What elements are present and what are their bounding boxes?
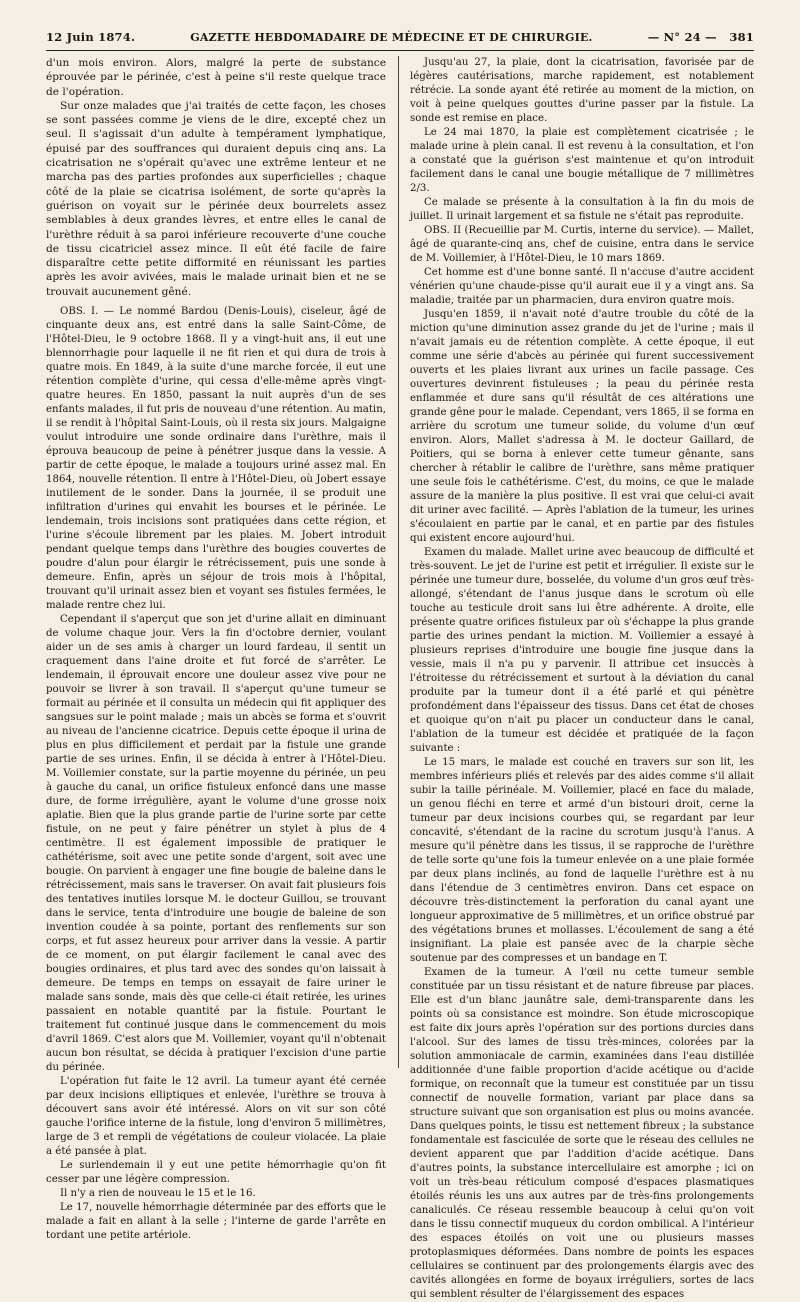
header-date: 12 Juin 1874. — [46, 30, 136, 44]
left-column — [46, 56, 386, 1242]
right-column — [410, 56, 754, 1300]
column-divider — [398, 56, 399, 1068]
issue-number: — N° 24 — — [647, 30, 717, 44]
page-number: 381 — [729, 30, 754, 44]
right-paragraph-2: Le 24 mai 1870, la plaie est complètement cicatrisée ; le malade urine à plein canal. Il est revenu à la consultation, et l'on a constaté que la guérison s'est maintenue et qu'on introduit facilement dans le canal une bougie métallique de 7 millimètres 2/3. — [410, 127, 754, 194]
header-rule — [46, 50, 754, 51]
page-header — [46, 30, 754, 48]
header-issue — [648, 30, 754, 44]
right-paragraph-1: Jusqu'au 27, la plaie, dont la cicatrisation, favorisée par de légères cautérisations, marche rapidement, est notablement rétrécie. La sonde ayant été retirée au moment de la miction, on voit à peine quelques gouttes d'urine passer par la fistule. La sonde est remise en place. — [410, 57, 754, 124]
left-paragraph-7: Le 17, nouvelle hémorrhagie déterminée par des efforts que le malade a fait en allant à la selle ; l'interne de garde l'arrête en tordant une petite artériole. — [46, 1202, 386, 1242]
left-paragraph-6: Il n'y a rien de nouveau le 15 et le 16. — [60, 1188, 256, 1200]
observation-2: OBS. II (Recueillie par M. Curtis, interne du service). — Mallet, âgé de quarante-cinq ans, chef de cuisine, entra dans le service de M. Voillemier, à l'Hôtel-Dieu, le 10 mars 1869. — [410, 225, 754, 264]
left-paragraph-5: Le surlendemain il y eut une petite hémorrhagie qu'on fit cesser par une légère compression. — [46, 1160, 386, 1186]
right-paragraph-6: Le 15 mars, le malade est couché en travers sur son lit, les membres inférieurs pliés et relevés par des aides comme s'il allait subir la taille périnéale. M. Voillemier, placé en face du malade, un genou fléchi en terre et armé d'un bistouri droit, cerne la tumeur par deux incisions courbes qui, se regardant par leur concavité, s'étendant de la racine du scrotum jusqu'à l'anus. A mesure qu'il pénètre dans les tissus, il se rapproche de l'urèthre de telle sorte qu'une fois la tumeur enlevée on a une plaie formée par deux plans inclinés, au fond de laquelle l'urèthre est à nu dans l'étendue de 3 centimètres environ. Dans cet espace on découvre très-distinctement la perforation du canal ayant une longueur approximative de 5 millimètres, et un orifice obstrué par des végétations brunes et mollasses. L'écoulement de sang a été insignifiant. La plaie est pansée avec de la charpie sèche soutenue par des compresses et un bandage en T. — [410, 757, 754, 964]
right-paragraph-5: Jusqu'en 1859, il n'avait noté d'autre trouble du côté de la miction qu'une diminution assez grande du jet de l'urine ; mais il n'avait jamais eu de rétention complète. A cette époque, il eut comme une série d'abcès au périnée qui furent successivement ouverts et les plaies livrant aux urines un facile passage. Ces ouvertures devinrent fistuleuses ; la peau du périnée resta enflammée et dure sans qu'il résultât de ces altérations une grande gêne pour le malade. Cependant, vers 1865, il se forma en arrière du scrotum une tumeur solide, du volume d'un œuf environ. Alors, Mallet s'adressa à M. le docteur Gaillard, de Poitiers, qui se borna à enlever cette tumeur gênante, sans chercher à rétablir le calibre de l'urèthre, sans même pratiquer une seule fois le cathétérisme. C'est, du moins, ce que le malade assure de la manière la plus positive. Il est vrai que celui-ci avait dit uriner avec facilité. — Après l'ablation de la tumeur, les urines s'écoulaient en partie par le canal, et en partie par des fistules qui existent encore aujourd'hui. — [410, 309, 754, 544]
exam-tumor: Examen de la tumeur. A l'œil nu cette tumeur semble constituée par un tissu résistant et de nature fibreuse par places. Elle est d'un blanc jaunâtre sale, demi-transparente dans les points où sa consistance est moindre. Son étude microscopique est faite dix jours après l'opération sur des portions durcies dans l'alcool. Sur des lames de tissu très-minces, colorées par la solution ammoniacale de carmin, examinées dans l'eau distillée additionnée d'une faible proportion d'acide acétique ou d'acide formique, on reconnaît que la tumeur est constituée par un tissu connectif de nouvelle formation, variant par place dans sa structure suivant que son organisation est plus ou moins avancée. Dans quelques points, le tissu est nettement fibreux ; la substance fondamentale est fasciculée de sorte que le réseau des cellules ne devient apparent que par l'addition d'acide acétique. Dans d'autres points, la substance intercellulaire est amorphe ; ici on voit un très-beau réticulum composé d'espaces plasmatiques étoilés réunis les uns aux autres par de très-fins prolongements canaliculés. Ce réseau ressemble beaucoup à celui qu'on voit dans le tissu connectif muqueux du cordon ombilical. A l'intérieur des espaces étoilés on voit une ou plusieurs masses protoplasmiques déformées. Dans nombre de points les espaces cellulaires se continuent par des prolongements élargis avec des cavités allongées en forme de boyaux irréguliers, sortes de lacs qui semblent résulter de l'élargissement des espaces — [410, 967, 754, 1300]
left-paragraph-1: d'un mois environ. Alors, malgré la perte de substance éprouvée par le périnée, c'est à peine s'il reste quelque trace de l'opération. — [46, 57, 386, 98]
left-paragraph-3: Cependant il s'aperçut que son jet d'urine allait en diminuant de volume chaque jour. Vers la fin d'octobre dernier, voulant aider un de ses amis à charger un lourd fardeau, il sentit un craquement dans l'aine droite et fut forcé de s'arrêter. Le lendemain, il éprouvait encore une douleur assez vive pour ne pouvoir se livrer à son travail. Il s'aperçut qu'une tumeur se formait au périnée et il consulta un médecin qui fit appliquer des sangsues sur le point malade ; mais un abcès se forma et s'ouvrit au niveau de l'ancienne cicatrice. Depuis cette époque il urina de plus en plus difficilement et perdait par la fistule une grande partie de ses urines. Enfin, il se décida à entrer à l'Hôtel-Dieu. M. Voillemier constate, sur la partie moyenne du périnée, un peu à gauche du canal, un orifice fistuleux enfoncé dans une masse dure, de forme irrégulière, ayant le volume d'une grosse noix aplatie. Bien que la plus grande partie de l'urine sorte par cette fistule, on ne peut y faire pénétrer un stylet à plus de 4 centimètre. Il est également impossible de pratiquer le cathétérisme, soit avec une petite sonde d'argent, soit avec une bougie. On parvient à engager une fine bougie de baleine dans le rétrécissement, mais sans le traverser. On avait fait plusieurs fois des tentatives inutiles lorsque M. le docteur Guillou, se trouvant dans le service, tenta d'introduire une bougie de baleine de son invention coudée à sa pointe, portant des renflements sur son corps, et fut assez heureux pour arriver dans la vessie. A partir de ce moment, on put élargir facilement le canal avec des bougies ordinaires, et plus tard avec des sondes qu'on laissait à demeure. De temps en temps on essayait de faire uriner le malade sans sonde, mais dès que celle-ci était retirée, les urines passaient en notable quantité par la fistule. Pourtant le traitement fut continué jusque dans le commencement du mois d'avril 1869. C'est alors que M. Voillemier, voyant qu'il n'obtenait aucun bon résultat, se décida à pratiquer l'excision d'une partie du périnée. — [46, 614, 386, 1074]
exam-patient: Examen du malade. Mallet urine avec beaucoup de difficulté et très-souvent. Le jet de l'urine est petit et irrégulier. Il existe sur le périnée une tumeur dure, bosselée, du volume d'un gros œuf très-allongé, s'étendant de l'anus jusque dans le scrotum où elle touche au testicule droit sans lui être adhérente. A droite, elle présente quatre orifices fistuleux par où s'échappe la plus grande partie des urines pendant la miction. M. Voillemier a essayé à plusieurs reprises d'introduire une bougie fine jusque dans la vessie, mais il n'a pu y parvenir. Il attribue cet insuccès à l'étroitesse du rétrécissement et surtout à la déviation du canal produite par la tumeur dont il a été parlé et qui pénètre profondément dans l'épaisseur des tissus. Dans cet état de choses et quoique qu'on n'ait pu placer un conducteur dans le canal, l'ablation de la tumeur est décidée et pratiquée de la façon suivante : — [410, 547, 754, 754]
right-paragraph-3: Ce malade se présente à la consultation à la fin du mois de juillet. Il urinait largement et sa fistule ne s'était pas reproduite. — [410, 197, 754, 222]
observation-1: OBS. I. — Le nommé Bardou (Denis-Louis), ciseleur, âgé de cinquante deux ans, est entré dans la salle Saint-Côme, de l'Hôtel-Dieu, le 9 octobre 1868. Il y a vingt-huit ans, il eut une blennorrhagie pour laquelle il ne fit rien et qui dura de trois à quatre mois. En 1849, à la suite d'une marche forcée, il eut une rétention complète d'urine, qui cessa d'elle-même après vingt-quatre heures. En 1850, passant la nuit auprès d'un de ses enfants malades, il fut pris de nouveau d'une rétention. Au matin, il se rendit à l'hôpital Saint-Louis, où il resta six jours. Malgaigne voulut introduire une sonde ordinaire dans l'urèthre, mais il éprouva beaucoup de peine à pénétrer jusque dans la vessie. A partir de cette époque, le malade a toujours uriné assez mal. En 1864, nouvelle rétention. Il entre à l'Hôtel-Dieu, où Jobert essaye inutilement de le sonder. Dans la journée, il se produit une infiltration d'urines qui envahit les bourses et le périnée. Le lendemain, trois incisions sont pratiquées dans cette région, et l'urine s'écoule librement par les plaies. M. Jobert introduit pendant quelque temps dans l'urèthre des bougies couvertes de poudre d'alun pour élargir le rétrécissement, puis une sonde à demeure. Enfin, après un séjour de trois mois à l'hôpital, trouvant qu'il urinait assez bien et voyant ses fistules fermées, le malade rentre chez lui. — [46, 306, 386, 612]
left-paragraph-4: L'opération fut faite le 12 avril. La tumeur ayant été cernée par deux incisions elliptiques et enlevée, l'urèthre se trouva à découvert sans avoir été intéressé. Alors on vit sur son côté gauche l'orifice interne de la fistule, long d'environ 5 millimètres, large de 3 et rempli de végétations de couleur violacée. La plaie a été pansée à plat. — [46, 1076, 386, 1158]
left-paragraph-2: Sur onze malades que j'ai traités de cette façon, les choses se sont passées comme je viens de le dire, excepté chez un seul. Il s'agissait d'un adulte à tempérament lymphatique, épuisé par des souffrances qui duraient depuis cinq ans. La cicatrisation ne s'opérait qu'avec une extrême lenteur et ne marcha pas des parties profondes aux superficielles ; chaque côté de la plaie se cicatrisa isolément, de sorte qu'après la guérison on voyait sur le périnée deux bourrelets assez semblables à deux grandes lèvres, et entre elles le canal de l'urèthre réduit à sa paroi inférieure recouverte d'une couche de tissu cicatriciel assez mince. Il eût été facile de faire disparaître cette petite difformité en réunissant les parties après les avoir avivées, mais le malade urinait bien et ne se trouvait aucunement gêné. — [46, 99, 386, 298]
header-title: GAZETTE HEBDOMADAIRE DE MÉDECINE ET DE CHIRURGIE. — [190, 31, 593, 44]
right-paragraph-4: Cet homme est d'une bonne santé. Il n'accuse d'autre accident vénérien qu'une chaude-pisse qu'il aurait eue il y a vingt ans. Sa maladie, traitée par un pharmacien, dura environ quatre mois. — [410, 267, 754, 306]
